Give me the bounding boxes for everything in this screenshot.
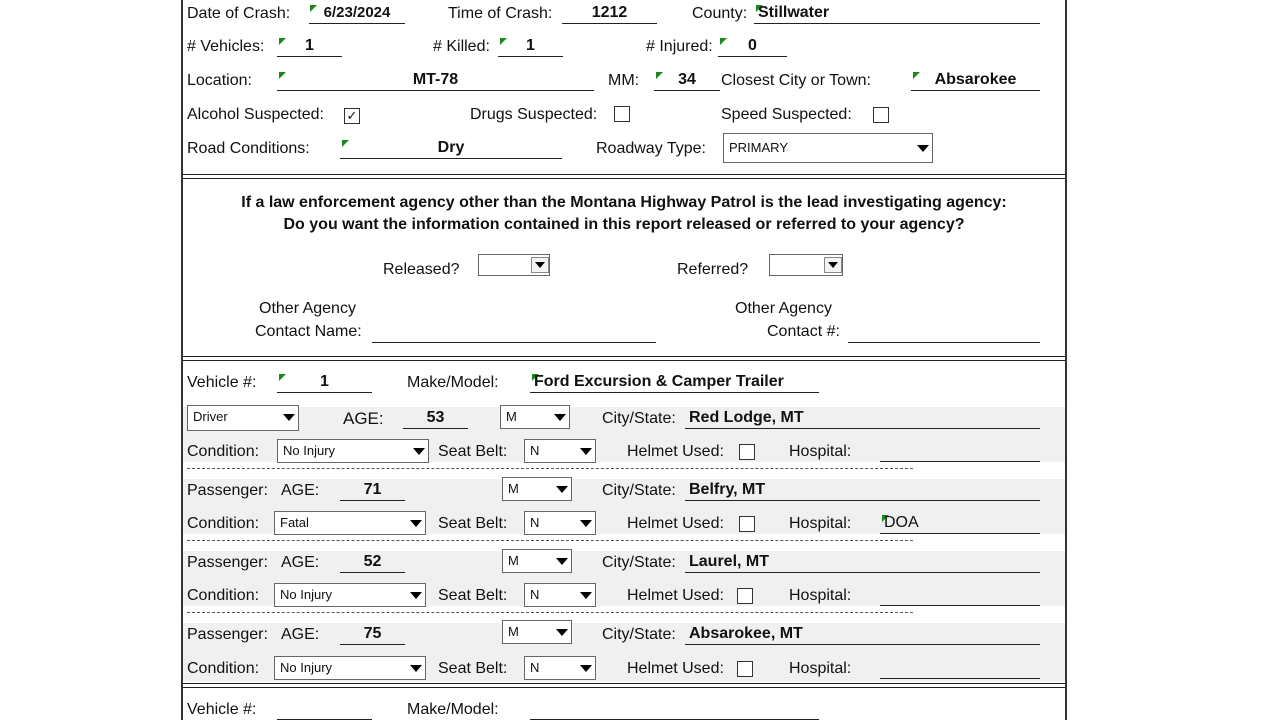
- age-label: AGE:: [281, 482, 320, 499]
- chevron-down-icon: [912, 138, 932, 158]
- make-model-field[interactable]: Ford Excursion & Camper Trailer: [530, 372, 819, 393]
- hospital-field[interactable]: DOA: [880, 513, 1040, 534]
- mm-label: MM:: [608, 72, 640, 89]
- county-field[interactable]: Stillwater: [754, 3, 1040, 24]
- chevron-down-icon: [551, 622, 571, 642]
- vehicles-field[interactable]: 1: [277, 36, 342, 57]
- location-field[interactable]: MT-78: [277, 70, 594, 91]
- city-state-label: City/State:: [602, 482, 676, 499]
- passenger-label: Passenger:: [187, 554, 268, 571]
- speed-checkbox[interactable]: [873, 107, 889, 123]
- referred-label: Referred?: [677, 261, 749, 278]
- age-label: AGE:: [343, 409, 384, 428]
- road-conditions-label: Road Conditions:: [187, 140, 310, 157]
- roadway-type-select[interactable]: [723, 133, 933, 163]
- vehicle2-number-field[interactable]: [277, 699, 372, 720]
- city-state-field[interactable]: Absarokee, MT: [685, 624, 1040, 645]
- injured-label: # Injured:: [646, 38, 713, 55]
- passenger-label: Passenger:: [187, 626, 268, 643]
- seat-belt-label: Seat Belt:: [438, 660, 508, 677]
- hospital-label: Hospital:: [789, 515, 852, 532]
- age-field[interactable]: 75: [340, 624, 405, 645]
- age-field[interactable]: 53: [403, 408, 468, 429]
- chevron-down-icon: [575, 513, 595, 533]
- chevron-down-icon: [551, 479, 571, 499]
- condition-label: Condition:: [187, 515, 260, 532]
- condition-label: Condition:: [187, 587, 260, 604]
- helmet-label: Helmet Used:: [627, 587, 724, 604]
- released-label: Released?: [383, 261, 460, 278]
- chevron-down-icon: [575, 441, 595, 461]
- vehicle2-make-model-label: Make/Model:: [407, 701, 499, 718]
- killed-label: # Killed:: [433, 38, 490, 55]
- seat-belt-select[interactable]: N: [524, 439, 596, 463]
- contact-num-field[interactable]: [848, 322, 1040, 343]
- hospital-label: Hospital:: [789, 587, 852, 604]
- vehicle-number-field[interactable]: 1: [277, 372, 372, 393]
- seat-belt-label: Seat Belt:: [438, 515, 508, 532]
- city-state-field[interactable]: Laurel, MT: [685, 552, 1040, 573]
- city-state-label: City/State:: [602, 410, 676, 427]
- city-state-field[interactable]: Belfry, MT: [685, 480, 1040, 501]
- helmet-checkbox[interactable]: [739, 516, 755, 532]
- killed-field[interactable]: 1: [498, 36, 563, 57]
- roadway-type-label: Roadway Type:: [596, 140, 706, 157]
- helmet-label: Helmet Used:: [627, 515, 724, 532]
- helmet-checkbox[interactable]: [737, 588, 753, 604]
- passenger-label: Passenger:: [187, 482, 268, 499]
- condition-select[interactable]: No Injury: [274, 583, 426, 607]
- condition-select[interactable]: Fatal: [274, 511, 426, 535]
- drugs-checkbox[interactable]: [614, 106, 630, 122]
- agency-question-line2: Do you want the information contained in this report released or referred to your agency?: [283, 216, 965, 233]
- chevron-down-icon: [824, 257, 842, 273]
- city-state-label: City/State:: [602, 626, 676, 643]
- seat-belt-label: Seat Belt:: [438, 587, 508, 604]
- condition-select[interactable]: No Injury: [274, 656, 426, 680]
- helmet-checkbox[interactable]: [737, 661, 753, 677]
- condition-label: Condition:: [187, 660, 260, 677]
- age-label: AGE:: [281, 626, 320, 643]
- crash-report-form: [181, 0, 1067, 720]
- age-field[interactable]: 71: [340, 480, 405, 501]
- seat-belt-select[interactable]: N: [524, 656, 596, 680]
- location-label: Location:: [187, 72, 252, 89]
- mm-field[interactable]: 34: [654, 70, 720, 91]
- road-conditions-field[interactable]: Dry: [340, 138, 562, 159]
- agency-question-line1: If a law enforcement agency other than the Montana Highway Patrol is the lead investigating agency:: [241, 194, 1007, 211]
- contact-name-label-line1: Other Agency: [259, 300, 356, 317]
- injured-field[interactable]: 0: [718, 36, 787, 57]
- released-select[interactable]: [478, 254, 550, 276]
- chevron-down-icon: [575, 658, 595, 678]
- city-state-field[interactable]: Red Lodge, MT: [685, 408, 1040, 429]
- chevron-down-icon: [405, 513, 425, 533]
- city-state-label: City/State:: [602, 554, 676, 571]
- speed-label: Speed Suspected:: [721, 106, 852, 123]
- time-field[interactable]: 1212: [562, 3, 657, 24]
- county-label: County:: [692, 5, 748, 22]
- make-model-label: Make/Model:: [407, 374, 499, 391]
- age-label: AGE:: [281, 554, 320, 571]
- chevron-down-icon: [405, 658, 425, 678]
- hospital-field[interactable]: [880, 441, 1040, 462]
- chevron-down-icon: [575, 585, 595, 605]
- closest-city-label: Closest City or Town:: [721, 72, 871, 89]
- contact-num-label-line2: Contact #:: [767, 323, 840, 340]
- date-field[interactable]: 6/23/2024: [309, 3, 405, 24]
- closest-city-field[interactable]: Absarokee: [911, 70, 1040, 91]
- referred-select[interactable]: [769, 254, 843, 276]
- alcohol-checkbox[interactable]: ✓: [344, 108, 360, 124]
- vehicle2-make-model-field[interactable]: [530, 699, 819, 720]
- occupant-role-select[interactable]: Driver: [187, 405, 299, 431]
- helmet-checkbox[interactable]: [739, 444, 755, 460]
- chevron-down-icon: [408, 441, 428, 461]
- seat-belt-select[interactable]: N: [524, 583, 596, 607]
- chevron-down-icon: [551, 551, 571, 571]
- seat-belt-select[interactable]: N: [524, 511, 596, 535]
- contact-name-field[interactable]: [372, 322, 656, 343]
- time-label: Time of Crash:: [448, 5, 553, 22]
- seat-belt-label: Seat Belt:: [438, 443, 508, 460]
- vehicle-number-label: Vehicle #:: [187, 374, 257, 391]
- vehicle2-number-label: Vehicle #:: [187, 701, 257, 718]
- chevron-down-icon: [549, 407, 569, 427]
- contact-name-label-line2: Contact Name:: [255, 323, 362, 340]
- chevron-down-icon: [278, 407, 298, 427]
- sex-select[interactable]: M: [502, 477, 572, 501]
- contact-num-label-line1: Other Agency: [735, 300, 832, 317]
- sex-select[interactable]: M: [502, 620, 572, 644]
- chevron-down-icon: [531, 257, 549, 273]
- hospital-label: Hospital:: [789, 443, 852, 460]
- vehicles-label: # Vehicles:: [187, 38, 265, 55]
- helmet-label: Helmet Used:: [627, 443, 724, 460]
- drugs-label: Drugs Suspected:: [470, 106, 598, 123]
- hospital-field[interactable]: [880, 585, 1040, 606]
- chevron-down-icon: [405, 585, 425, 605]
- condition-label: Condition:: [187, 443, 260, 460]
- age-field[interactable]: 52: [340, 552, 405, 573]
- date-label: Date of Crash:: [187, 5, 291, 22]
- sex-select[interactable]: M: [500, 405, 570, 429]
- hospital-field[interactable]: [880, 658, 1040, 679]
- roadway-type-value: PRIMARY: [729, 140, 788, 155]
- sex-select[interactable]: M: [502, 549, 572, 573]
- condition-select[interactable]: No Injury: [277, 439, 429, 463]
- alcohol-label: Alcohol Suspected:: [187, 106, 324, 123]
- hospital-label: Hospital:: [789, 660, 852, 677]
- helmet-label: Helmet Used:: [627, 660, 724, 677]
